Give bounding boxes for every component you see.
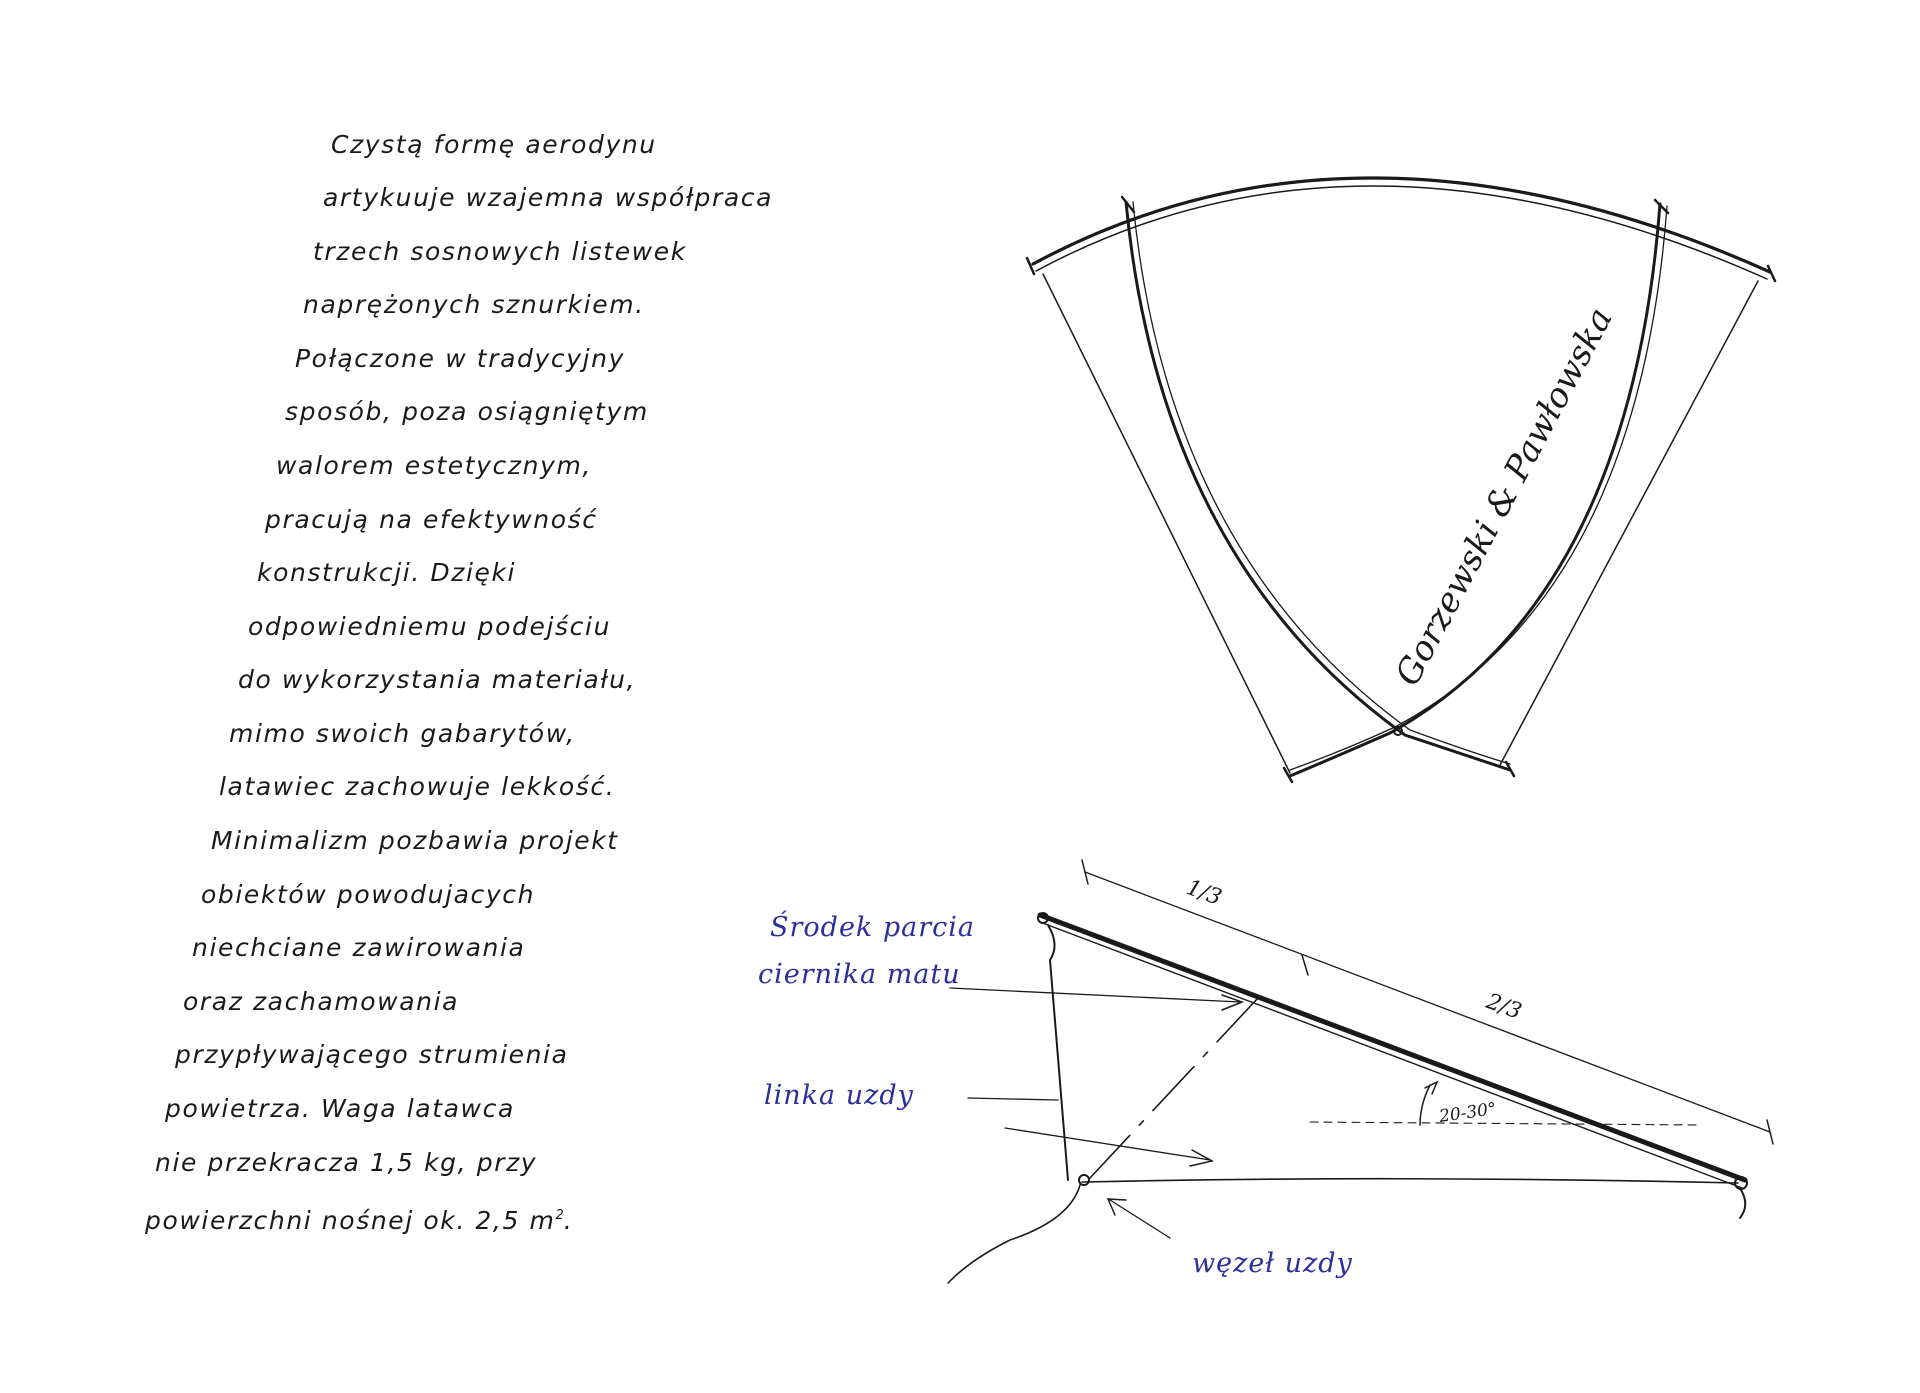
text-line: mimo swoich gabarytów, — [229, 719, 576, 748]
area-superscript: 2 — [555, 1208, 564, 1223]
angle-label: 20-30° — [1437, 1099, 1498, 1127]
right-edge-string — [1500, 281, 1758, 765]
text-line: naprężonych sznurkiem. — [303, 290, 645, 319]
bridle-bottom-line — [1082, 1179, 1738, 1183]
text-line: konstrukcji. Dzięki — [257, 558, 517, 587]
text-line: nie przekracza 1,5 kg, przy — [155, 1148, 538, 1177]
bridle-knot — [1079, 1175, 1089, 1185]
dimension-line — [1085, 872, 1770, 1132]
left-edge-string — [1043, 274, 1290, 773]
text-line: oraz zachamowania — [183, 987, 460, 1016]
annotation-sail-center-line1: Środek parcia — [770, 912, 976, 943]
main-spar — [1040, 915, 1745, 1180]
spar-end-bottom-hook — [1740, 1190, 1745, 1218]
arrow-bridle-line2 — [1005, 1128, 1210, 1160]
fraction-one-third: 1/3 — [1182, 875, 1225, 911]
text-line: pracują na efektywność — [265, 505, 598, 534]
annotation-bridle-knot: węzeł uzdy — [1192, 1248, 1353, 1279]
text-line: odpowiedniemu podejściu — [248, 612, 612, 641]
left-curved-batten-inner — [1133, 202, 1510, 764]
kite-front-view-sketch — [1027, 178, 1775, 782]
flying-line — [948, 1185, 1080, 1283]
arrow-sail-center — [950, 988, 1240, 1002]
left-curved-batten — [1126, 202, 1510, 770]
signature: Gorzewski & Pawłowska — [1387, 301, 1621, 693]
text-line: Połączone w tradycyjny — [295, 344, 625, 373]
dim-tick-start — [1082, 860, 1088, 884]
last-line-text: powierzchni nośnej ok. 2,5 m — [145, 1206, 556, 1235]
right-curved-batten-inner — [1290, 206, 1667, 770]
text-line: Czystą formę aerodynu — [331, 130, 657, 159]
fraction-two-thirds: 2/3 — [1482, 989, 1525, 1025]
joint-right — [1655, 200, 1668, 213]
text-line: trzech sosnowych listewek — [313, 237, 687, 266]
annotation-sail-center-line2: ciernika matu — [758, 959, 961, 990]
arrow-bridle-line — [968, 1098, 1058, 1100]
text-line: Minimalizm pozbawia projekt — [211, 826, 619, 855]
annotation-bridle-line: linka uzdy — [764, 1080, 914, 1111]
spar-tip-right — [1768, 266, 1775, 281]
arrow-knot-head — [1108, 1199, 1126, 1215]
text-line: walorem estetycznym, — [276, 451, 592, 480]
text-line: do wykorzystania materiału, — [238, 665, 637, 694]
angle-ref-line — [1310, 1122, 1700, 1125]
arrow-knot — [1110, 1200, 1170, 1238]
text-line: powietrza. Waga latawca — [165, 1094, 515, 1123]
angle-arc — [1420, 1085, 1430, 1125]
text-line: obiektów powodujacych — [201, 880, 536, 909]
kite-side-view-sketch — [948, 860, 1773, 1283]
spar-tip-left — [1027, 258, 1034, 274]
sail-center-dash — [1090, 998, 1258, 1178]
text-line: przypływającego strumienia — [175, 1040, 569, 1069]
text-line: niechciane zawirowania — [192, 933, 526, 962]
bridle-front-line — [1048, 925, 1068, 1180]
text-line: sposób, poza osiągniętym — [285, 397, 649, 426]
text-line: latawiec zachowuje lekkość. — [219, 772, 616, 801]
last-line-period: . — [563, 1206, 574, 1235]
dim-tick-third — [1302, 955, 1308, 975]
dim-tick-end — [1767, 1120, 1773, 1144]
text-line: artykuuje wzajemna współpraca — [323, 183, 774, 212]
main-spar-edge — [1040, 922, 1742, 1188]
